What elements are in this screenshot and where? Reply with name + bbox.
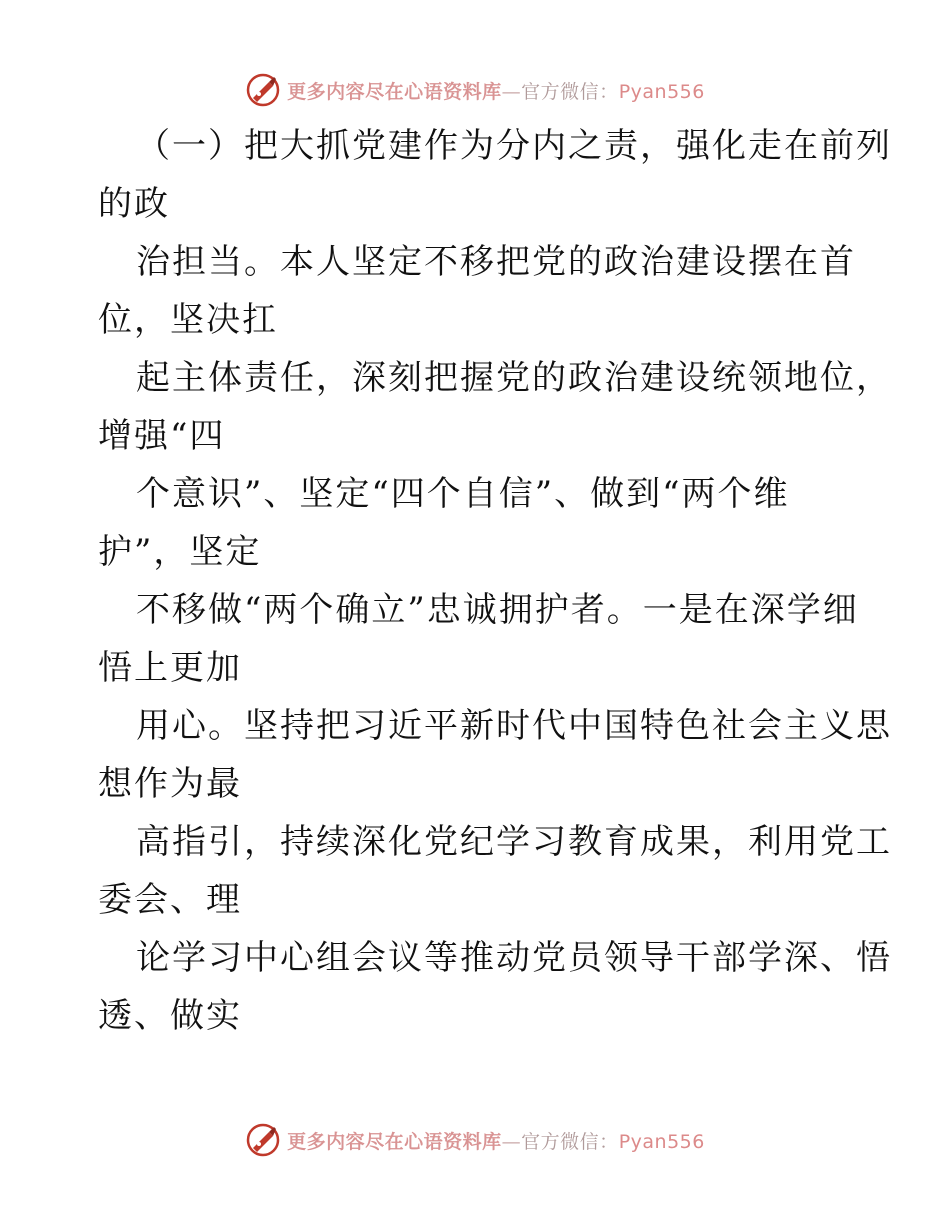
paragraph-line: 论学习中心组会议等推动党员领导干部学深、悟: [136, 938, 892, 978]
document-body: [98, 117, 892, 1045]
paragraph-line: 高指引，持续深化党纪学习教育成果，利用党工: [136, 822, 892, 862]
paragraph-line: 个意识”、坚定“四个自信”、做到“两个维: [136, 474, 790, 514]
watermark-site-text: 更多内容尽在心语资料库: [287, 80, 502, 103]
watermark-wechat-label: 官方微信：: [521, 1130, 619, 1153]
watermark-text: [287, 77, 705, 104]
watermark-dash: —: [501, 80, 522, 103]
watermark-site-text: 更多内容尽在心语资料库: [287, 1130, 502, 1153]
paragraph-line: 不移做“两个确立”忠诚拥护者。一是在深学细: [136, 590, 859, 630]
pen-nib-logo-icon: [245, 72, 281, 108]
paragraph-line: 委会、理: [98, 880, 242, 920]
paragraph-line: 透、做实: [98, 996, 242, 1036]
paragraph-line: 悟上更加: [98, 648, 242, 688]
paragraph-line: 的政: [98, 184, 170, 224]
paragraph-line: 起主体责任，深刻把握党的政治建设统领地位，: [136, 358, 892, 398]
header-watermark: [0, 68, 950, 112]
paragraph-line: 治担当。本人坚定不移把党的政治建设摆在首: [136, 242, 856, 282]
paragraph-line: 想作为最: [98, 764, 242, 804]
watermark-wechat-id: Pyan556: [618, 1130, 705, 1153]
paragraph-line: 增强“四: [98, 416, 226, 456]
pen-nib-logo-icon: [245, 1122, 281, 1158]
footer-watermark: [0, 1118, 950, 1162]
paragraph-line: 用心。坚持把习近平新时代中国特色社会主义思: [136, 706, 892, 746]
watermark-wechat-label: 官方微信：: [521, 80, 619, 103]
paragraph-line: （一）把大抓党建作为分内之责，强化走在前列: [136, 126, 892, 166]
paragraph-line: 护”，坚定: [98, 532, 262, 572]
watermark-text: [287, 1127, 705, 1154]
watermark-wechat-id: Pyan556: [618, 80, 705, 103]
paragraph-line: 位，坚决扛: [98, 300, 278, 340]
watermark-dash: —: [501, 1130, 522, 1153]
